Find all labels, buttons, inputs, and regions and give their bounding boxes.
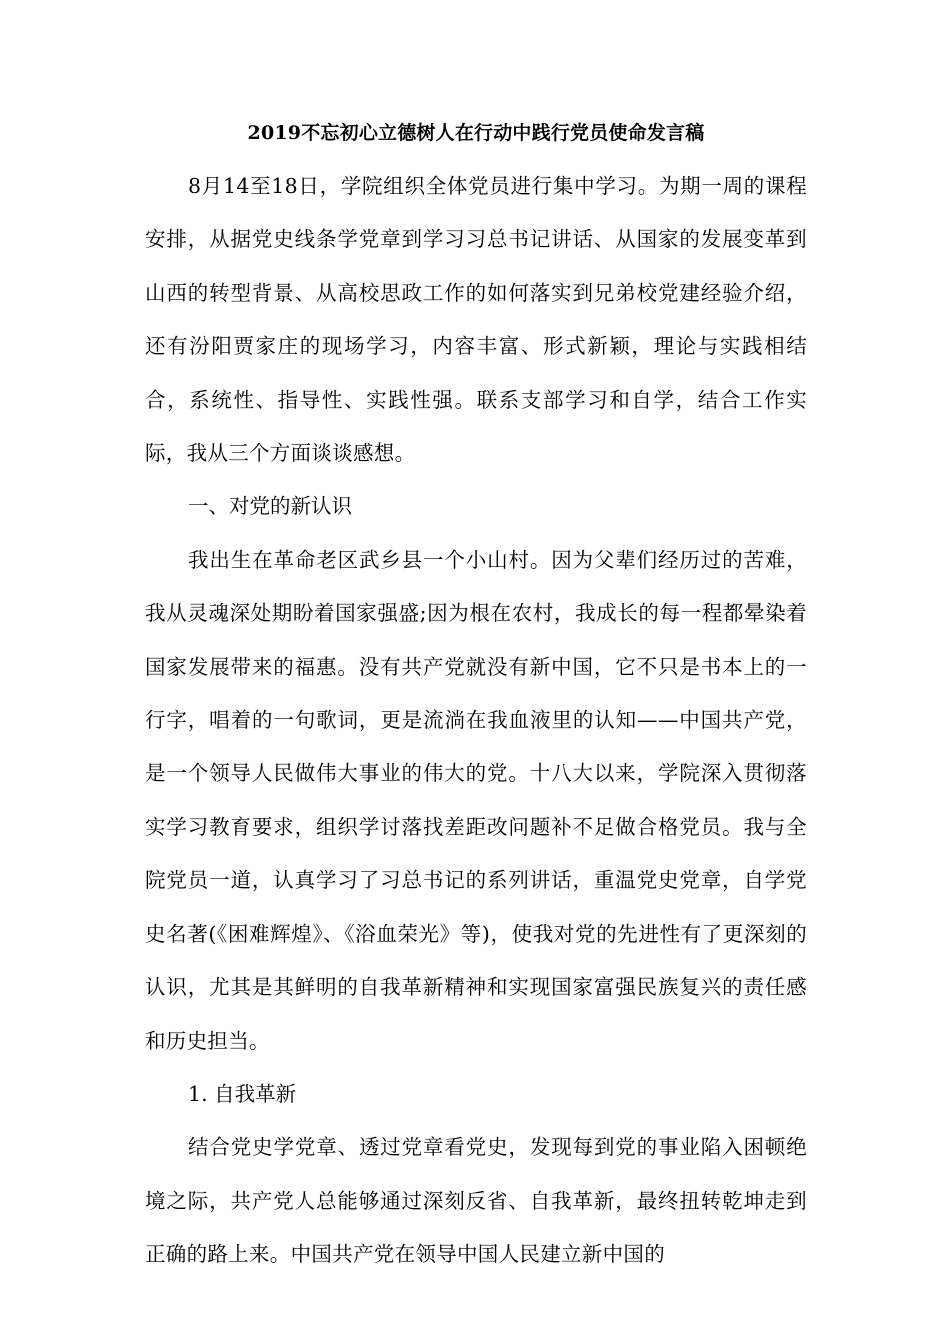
paragraph-personal-background: 我出生在革命老区武乡县一个小山村。因为父辈们经历过的苦难，我从灵魂深处期盼着国家强盛;因为根在农村，我成长的每一程都晕染着国家发展带来的福惠。没有共产党就没有新中国，它不只是书本上的一行字，唱着的一句歌词，更是流淌在我血液里的认知——中国共产党，是一个领导人民做伟大事业的伟大的党。十八大以来，学院深入贯彻落实学习教育要求，组织学讨落找差距改问题补不足做合格党员。我与全院党员一道，认真学习了习总书记的系列讲话，重温党史党章，自学党史名著(《困难辉煌》、《浴血荣光》等)，使我对党的先进性有了更深刻的认识，尤其是其鲜明的自我革新精神和实现国家富强民族复兴的责任感和历史担当。 [145,547,807,1053]
paragraph-self-reform: 结合党史学党章、透过党章看党史，发现每到党的事业陷入困顿绝境之际，共产党人总能够通过深刻反省、自我革新，最终扭转乾坤走到正确的路上来。中国共产党在领导中国人民建立新中国的 [145,1135,807,1267]
document-page [145,120,807,1282]
subsection-heading-self-reform: 1. 自我革新 [188,1081,297,1106]
paragraph-intro: 8月14至18日，学院组织全体党员进行集中学习。为期一周的课程安排，从据党史线条学党章到学习习总书记讲话、从国家的发展变革到山西的转型背景、从高校思政工作的如何落实到兄弟校党建经验介绍，还有汾阳贾家庄的现场学习，内容丰富、形式新颖，理论与实践相结合，系统性、指导性、实践性强。联系支部学习和自学，结合工作实际，我从三个方面谈谈感想。 [145,174,807,466]
document-title: 2019不忘初心立德树人在行动中践行党员使命发言稿 [247,122,705,144]
section-heading-party-understanding: 一、对党的新认识 [188,494,353,519]
